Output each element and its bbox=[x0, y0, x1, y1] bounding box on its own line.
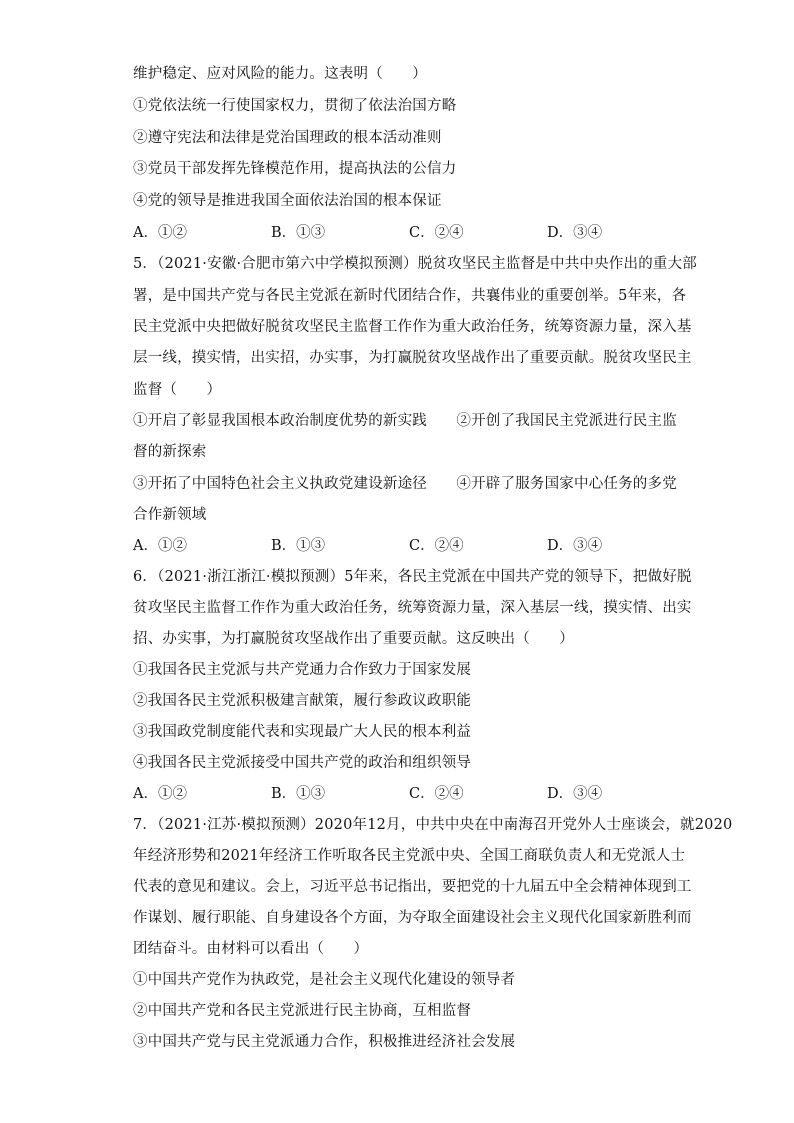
q4-item-2: ②遵守宪法和法律是党治国理政的根本活动准则 bbox=[133, 130, 442, 146]
q6-option-b: B．①③ bbox=[271, 786, 326, 802]
q5-item-line-4: 合作新领域 bbox=[133, 507, 207, 523]
q6-stem-line-2: 贫攻坚民主监督工作作为重大政治任务，统筹资源力量，深入基层一线，摸实情、出实 bbox=[133, 600, 692, 616]
q4-option-a: A．①② bbox=[133, 225, 187, 241]
q5-item-line-3: ③开拓了中国特色社会主义执政党建设新途径 ④开辟了服务国家中心任务的多党 bbox=[133, 476, 677, 492]
q7-stem-line-2: 年经济形势和2021年经济工作听取各民主党派中央、全国工商联负责人和无党派人士 bbox=[133, 848, 686, 864]
q7-stem-line-5: 团结奋斗。由材料可以看出（ ） bbox=[133, 941, 369, 957]
q5-option-a: A．①② bbox=[133, 538, 187, 554]
q5-stem-line-3: 民主党派中央把做好脱贫攻坚民主监督工作作为重大政治任务，统筹资源力量，深入基 bbox=[133, 319, 692, 335]
q5-stem-line-2: 署，是中国共产党与各民主党派在新时代团结合作，共襄伟业的重要创举。5年来，各 bbox=[133, 288, 687, 304]
q5-option-d: D．③④ bbox=[547, 538, 603, 554]
q5-stem-line-1: 5．（2021·安徽·合肥市第六中学模拟预测）脱贫攻坚民主监督是中共中央作出的重大部 bbox=[133, 256, 697, 272]
q5-stem-line-4: 层一线，摸实情，出实招，办实事，为打赢脱贫攻坚战作出了重要贡献。脱贫攻坚民主 bbox=[133, 350, 692, 366]
q6-item-2: ②我国各民主党派积极建言献策，履行参政议政职能 bbox=[133, 693, 472, 709]
q6-option-c: C．②④ bbox=[409, 786, 464, 802]
q6-option-a: A．①② bbox=[133, 786, 187, 802]
q7-stem-line-1: 7．（2021·江苏·模拟预测）2020年12月，中共中央在中南海召开党外人士座谈会，就2020 bbox=[133, 817, 733, 833]
q7-stem-line-3: 代表的意见和建议。会上，习近平总书记指出，要把党的十九届五中全会精神体现到工 bbox=[133, 879, 692, 895]
q5-item-line-2: 督的新探索 bbox=[133, 444, 207, 460]
q7-item-2: ②中国共产党和各民主党派进行民主协商，互相监督 bbox=[133, 1003, 472, 1019]
q5-option-c: C．②④ bbox=[409, 538, 464, 554]
q6-stem-line-1: 6．（2021·浙江浙江·模拟预测）5年来，各民主党派在中国共产党的领导下，把做好脱 bbox=[133, 569, 692, 585]
q7-stem-line-4: 作谋划、履行职能、自身建设各个方面，为夺取全面建设社会主义现代化国家新胜利而 bbox=[133, 910, 692, 926]
q4-item-3: ③党员干部发挥先锋模范作用，提高执法的公信力 bbox=[133, 161, 457, 177]
q5-option-b: B．①③ bbox=[271, 538, 326, 554]
q6-stem-line-3: 招、办实事，为打赢脱贫攻坚战作出了重要贡献。这反映出（ ） bbox=[133, 631, 574, 647]
q4-option-d: D．③④ bbox=[547, 225, 603, 241]
q5-item-line-1: ①开启了彰显我国根本政治制度优势的新实践 ②开创了我国民主党派进行民主监 bbox=[133, 413, 677, 429]
q4-item-1: ①党依法统一行使国家权力，贯彻了依法治国方略 bbox=[133, 98, 457, 114]
q7-item-3: ③中国共产党与民主党派通力合作，积极推进经济社会发展 bbox=[133, 1034, 516, 1050]
q4-stem-tail: 维护稳定、应对风险的能力。这表明（ ） bbox=[133, 66, 427, 82]
q4-option-c: C．②④ bbox=[409, 225, 464, 241]
q7-item-1: ①中国共产党作为执政党，是社会主义现代化建设的领导者 bbox=[133, 972, 516, 988]
q6-item-3: ③我国政党制度能代表和实现最广大人民的根本利益 bbox=[133, 724, 472, 740]
q5-stem-line-5: 监督（ ） bbox=[133, 382, 222, 398]
q6-item-4: ④我国各民主党派接受中国共产党的政治和组织领导 bbox=[133, 755, 472, 771]
q4-option-b: B．①③ bbox=[271, 225, 326, 241]
q6-option-d: D．③④ bbox=[547, 786, 603, 802]
q4-item-4: ④党的领导是推进我国全面依法治国的根本保证 bbox=[133, 193, 442, 209]
q6-item-1: ①我国各民主党派与共产党通力合作致力于国家发展 bbox=[133, 662, 472, 678]
